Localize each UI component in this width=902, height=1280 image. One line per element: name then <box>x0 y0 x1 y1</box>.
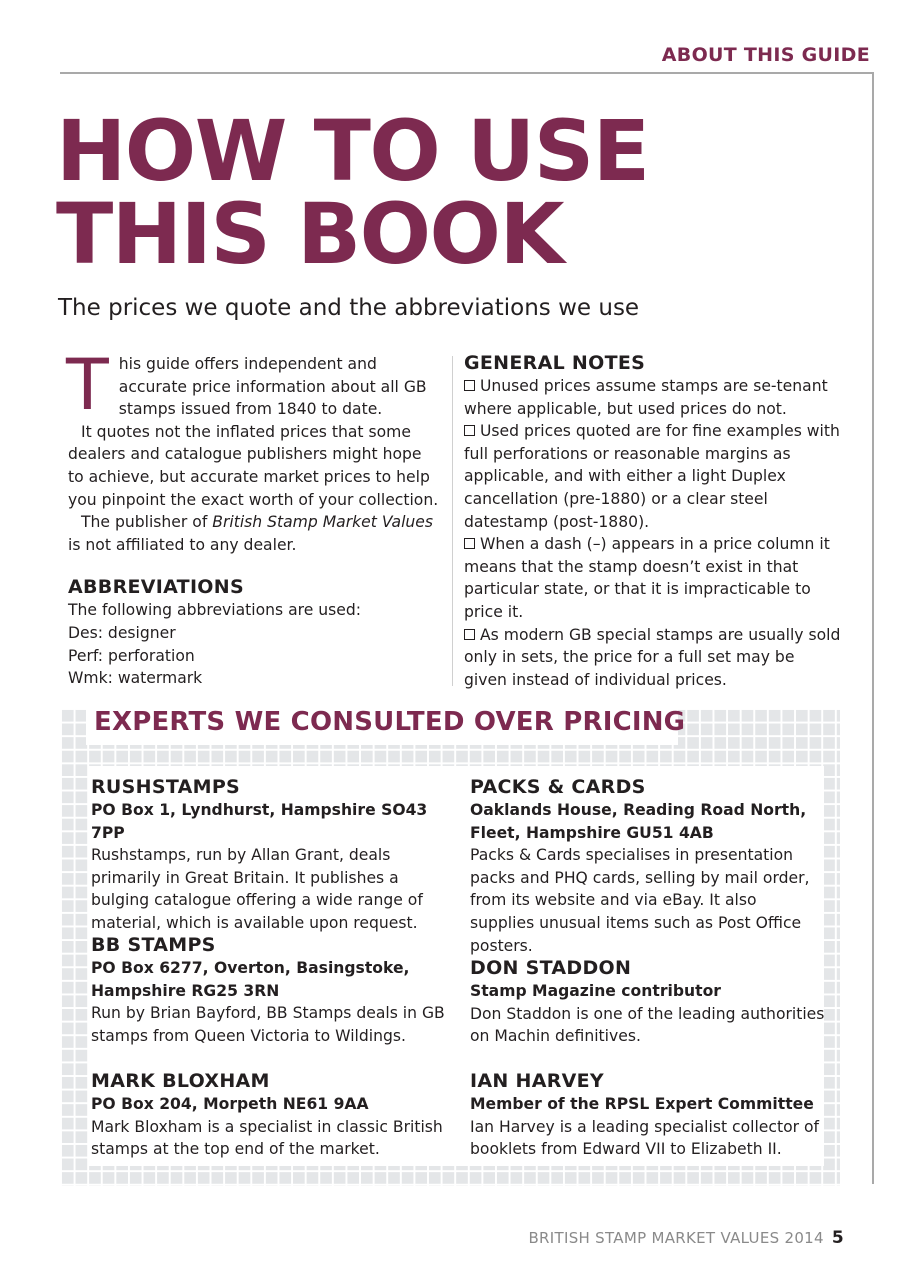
general-note-text: Used prices quoted are for fine examples with full perforations or reasonable margins as applicable, and with either a light Duplex cancellation (pre-1880) or a clear steel datestamp (post-1880). <box>464 422 840 531</box>
intro-p3-before: The publisher of <box>81 513 213 532</box>
title-line-1: HOW TO USE <box>56 102 649 200</box>
expert-address: PO Box 6277, Overton, Basingstoke, Hampshire RG25 3RN <box>91 959 410 1000</box>
general-note-text: Unused prices assume stamps are se-tenant where applicable, but used prices do not. <box>464 377 828 418</box>
drop-cap: T <box>66 344 109 426</box>
general-note-text: As modern GB special stamps are usually sold only in sets, the price for a full set may be given instead of individual prices. <box>464 625 841 689</box>
expert-address: Oaklands House, Reading Road North, Fleet, Hampshire GU51 4AB <box>470 801 807 842</box>
expert-address: PO Box 1, Lyndhurst, Hampshire SO43 7PP <box>91 801 428 842</box>
expert-entry-rushstamps <box>91 775 446 935</box>
expert-address: PO Box 204, Morpeth NE61 9AA <box>91 1095 369 1113</box>
intro-p3-after: is not affiliated to any dealer. <box>68 535 297 554</box>
general-note-item <box>464 624 842 692</box>
expert-name: IAN HARVEY <box>470 1070 604 1092</box>
general-note-item <box>464 533 842 623</box>
intro-paragraph-3 <box>68 511 440 556</box>
expert-entry-bb-stamps <box>91 933 446 1047</box>
expert-description: Ian Harvey is a leading specialist collector of booklets from Edward VII to Elizabeth II. <box>470 1117 820 1159</box>
abbreviation-item: Des: designer <box>68 623 176 642</box>
general-note-item <box>464 420 842 533</box>
checkbox-bullet-icon <box>464 538 475 549</box>
expert-description: Packs & Cards specialises in presentation packs and PHQ cards, selling by mail order, from its website and via eBay. It also supplies unusual items such as Post Office posters. <box>470 846 810 955</box>
top-rule <box>60 72 874 74</box>
general-note-text: When a dash (–) appears in a price column it means that the stamp doesn’t exist in that particular state, or that it is impracticable to price it. <box>464 535 830 621</box>
checkbox-bullet-icon <box>464 629 475 640</box>
general-notes-heading: GENERAL NOTES <box>464 352 646 374</box>
expert-address: Stamp Magazine contributor <box>470 982 721 1000</box>
page-footer <box>528 1228 844 1248</box>
expert-name: DON STADDON <box>470 957 632 979</box>
intro-paragraph-1 <box>66 344 440 426</box>
title-line-2: THIS BOOK <box>56 185 564 283</box>
abbreviation-item: Perf: perforation <box>68 646 195 665</box>
column-divider <box>452 356 453 686</box>
checkbox-bullet-icon <box>464 380 475 391</box>
publication-title-italic: British Stamp Market Values <box>212 513 434 532</box>
experts-heading: EXPERTS WE CONSULTED OVER PRICING <box>94 707 686 737</box>
checkbox-bullet-icon <box>464 425 475 436</box>
page-title <box>56 102 649 283</box>
expert-address: Member of the RPSL Expert Committee <box>470 1095 814 1113</box>
abbreviations-heading: ABBREVIATIONS <box>68 576 244 599</box>
general-notes-column <box>464 351 842 691</box>
intro-paragraph-2: It quotes not the inflated prices that some dealers and catalogue publishers might hope to achieve, but accurate market prices to help you pinpoint the exact worth of your collection. <box>68 422 439 509</box>
side-rule <box>872 72 874 1184</box>
page-number: 5 <box>831 1228 844 1248</box>
abbreviations-intro: The following abbreviations are used: <box>68 601 362 620</box>
expert-description: Run by Brian Bayford, BB Stamps deals in GB stamps from Queen Victoria to Wildings. <box>91 1004 445 1045</box>
abbreviation-item: Wmk: watermark <box>68 669 203 688</box>
expert-name: PACKS & CARDS <box>470 776 646 798</box>
expert-entry-mark-bloxham <box>91 1069 446 1161</box>
intro-p1-text: his guide offers independent and accurate price information about all GB stamps issued from 1840 to date. <box>118 355 427 419</box>
expert-name: RUSHSTAMPS <box>91 776 241 798</box>
expert-description: Mark Bloxham is a specialist in classic British stamps at the top end of the market. <box>91 1117 443 1159</box>
expert-name: BB STAMPS <box>91 934 216 956</box>
expert-description: Rushstamps, run by Allan Grant, deals primarily in Great Britain. It publishes a bulging catalogue offering a wide range of material, which is available upon request. <box>91 846 423 932</box>
intro-column <box>66 344 440 690</box>
publication-name: BRITISH STAMP MARKET VALUES 2014 <box>528 1229 824 1247</box>
page-subtitle: The prices we quote and the abbreviations we use <box>58 295 640 321</box>
expert-entry-ian-harvey <box>470 1069 825 1161</box>
general-note-item <box>464 375 842 420</box>
section-label: ABOUT THIS GUIDE <box>661 44 870 66</box>
expert-description: Don Staddon is one of the leading authorities on Machin definitives. <box>470 1004 825 1046</box>
expert-entry-packs-cards <box>470 775 825 957</box>
expert-name: MARK BLOXHAM <box>91 1070 270 1092</box>
expert-entry-don-staddon <box>470 956 825 1048</box>
